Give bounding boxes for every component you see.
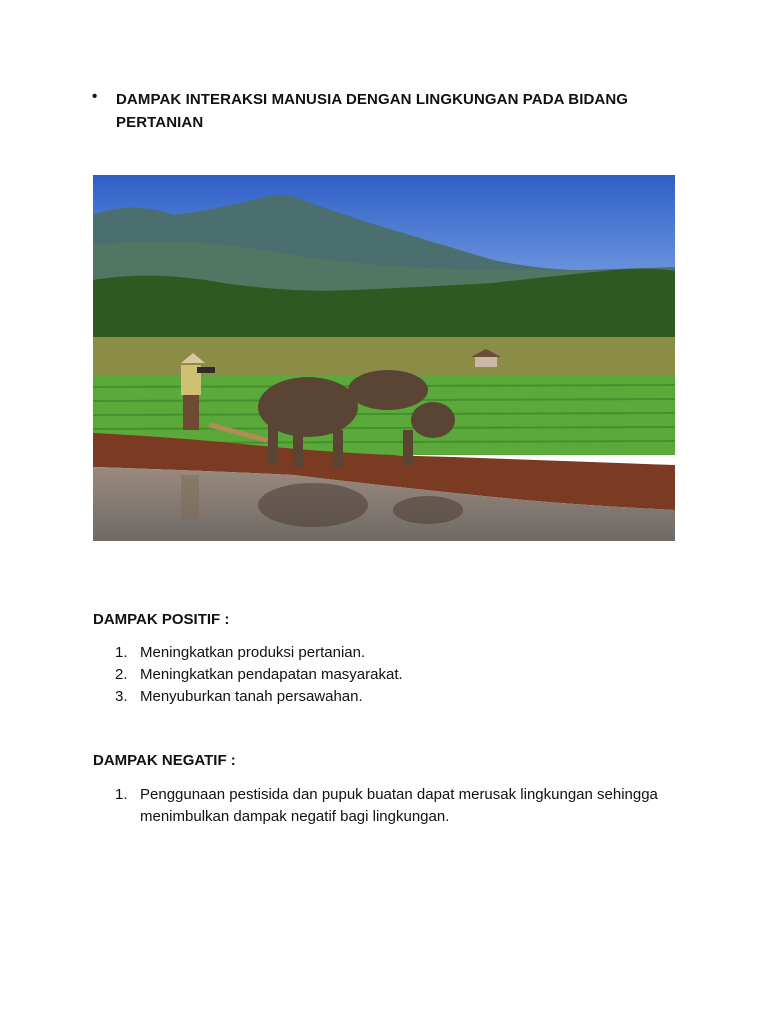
- negative-list: [115, 784, 675, 828]
- positive-title: DAMPAK POSITIF :: [93, 611, 230, 628]
- list-item: [115, 686, 675, 708]
- list-number: 2.: [115, 666, 128, 683]
- farming-photo: [93, 175, 675, 541]
- heading: [92, 88, 692, 134]
- list-text: Menyuburkan tanah persawahan.: [140, 688, 363, 705]
- list-number: 1.: [115, 644, 128, 661]
- list-text: Penggunaan pestisida dan pupuk buatan dapat merusak lingkungan sehingga menimbulkan dampak negatif bagi lingkungan.: [140, 786, 658, 825]
- negative-title: DAMPAK NEGATIF :: [93, 752, 236, 769]
- heading-text: DAMPAK INTERAKSI MANUSIA DENGAN LINGKUNGAN PADA BIDANG PERTANIAN: [116, 91, 629, 131]
- list-text: Meningkatkan produksi pertanian.: [140, 644, 366, 661]
- bullet-icon: •: [92, 88, 98, 105]
- positive-list: [115, 642, 675, 708]
- list-item: [115, 642, 675, 664]
- list-number: 1.: [115, 786, 128, 803]
- list-number: 3.: [115, 688, 128, 705]
- list-item: [115, 664, 675, 686]
- list-text: Meningkatkan pendapatan masyarakat.: [140, 666, 403, 683]
- list-item: [115, 784, 675, 828]
- farmer-reflection: [181, 475, 199, 520]
